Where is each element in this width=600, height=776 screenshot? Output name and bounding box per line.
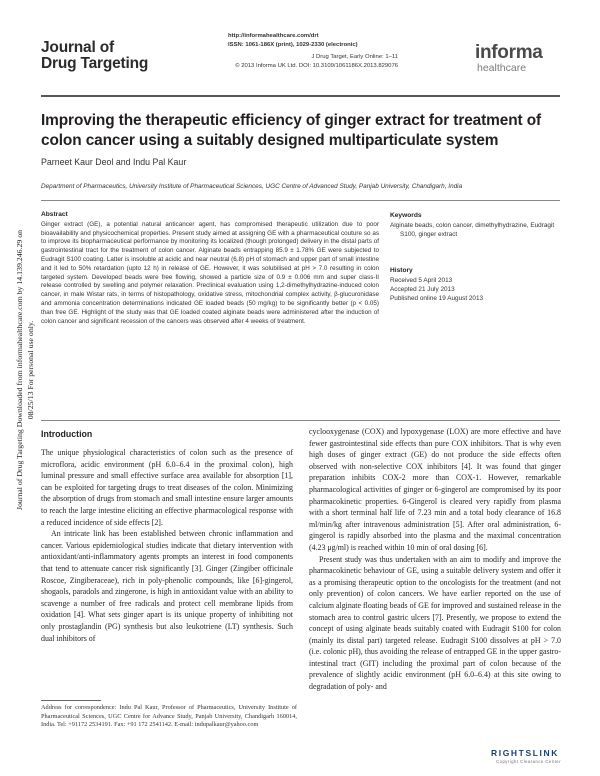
journal-title-line1: Journal of bbox=[41, 39, 114, 56]
article-affiliation: Department of Pharmaceutics, University Institute of Pharmaceutical Sciences, UGC Centre of Advanced Study, Panjab University, Chandigarh, India bbox=[41, 183, 463, 190]
header-rule bbox=[41, 95, 560, 97]
abstract-text: Ginger extract (GE), a potential natural anticancer agent, has compromised therapeutic utilization due to poor bioavailability and physicochemical properties. Present study aimed at assigning GE with a pharmaceutical couture so as to improve its biopharmaceutical performance by monitoring its localized (though prolonged) delivery in the distal parts of gastrointestinal tract for the treatment of colon cancer. Alginate beads entrapping 85.9 ± 1.78% GE were subjected to Eudragit S100 coating. Latter is insoluble at acidic and near neutral (6.8) pH of stomach and upper part of small intestine and it led to 50% retardation (upto 12 h) in release of GE. However, it was solubilised at pH > 7.0 resulting in colon targeted system. Developed beads were free flowing, showed a particle size of 0.9 ± 0.006 mm and super class-II release controlled by swelling and polymer relaxation. Preclinical evaluation using 1,2-dimethylhydrazine-induced colon cancer, in male Wistar rats, in terms of histopathology, oxidative stress, mitochondrial complex activity, β-glucuronidase and ammonia concentration determinations indicated GE loaded beads (50 mg/kg) to be significantly better (p < 0.05) than free GE. Highlight of the study was that GE loaded coated alginate beads were administered after the induction of colon cancer and significant recession of the cancers was observed after 4 weeks of treatment. bbox=[41, 220, 379, 325]
copyright-doi: © 2013 Informa UK Ltd. DOI: 10.3109/1061186X.2013.829076 bbox=[235, 63, 398, 69]
journal-issn: ISSN: 1061-186X (print), 1029-2330 (electronic) bbox=[228, 42, 358, 48]
history-accepted: Accepted 21 July 2013 bbox=[390, 286, 455, 293]
journal-title-line2: Drug Targeting bbox=[41, 55, 149, 72]
download-side-note: Journal of Drug Targeting Downloaded from informahealthcare.com by 14.139.246.29 on 08/25/13 For personal use only. bbox=[15, 230, 35, 511]
header-meta bbox=[228, 32, 398, 71]
history-section bbox=[390, 266, 560, 303]
journal-url[interactable]: http://informahealthcare.com/drt bbox=[228, 33, 319, 39]
abstract-rule bbox=[41, 420, 560, 421]
introduction-heading: Introduction bbox=[41, 429, 93, 439]
keywords-text: Alginate beads, colon cancer, dimethylhydrazine, Eudragit S100, ginger extract bbox=[390, 222, 555, 238]
keywords-section bbox=[390, 211, 560, 239]
rightslink-tagline: Copyright Clearance Center bbox=[496, 759, 561, 764]
intro-paragraph-3: cyclooxygenase (COX) and lypoxygenase (LOX) are more effective and have fewer gastrointestinal side effects than pure COX inhibitors. That is why even high doses of ginger extract (GE) do not produce the side effects often observed with non-selective COX inhibitors [4]. It was found that ginger preparation inhibits COX-2 more than COX-1. However, remarkable pharmacological activities of ginger or 6-gingerol are compromised by its poor pharmacokinetic properties. 6-Gingerol is cleared very rapidly from plasma with a short terminal half life of 7.23 min and a total body clearance of 16.8 ml/min/kg after intravenous administration [5]. After oral administration, 6-gingerol is rapidly absorbed into the plasma and the maximal concentration (4.23 μg/ml) is reached within 10 min of oral dosing [6]. bbox=[309, 427, 561, 552]
history-heading: History bbox=[390, 267, 413, 274]
publisher-logo bbox=[475, 43, 543, 74]
intro-paragraph-4: Present study was thus undertaken with an aim to modify and improve the pharmacokinetic behaviour of GE, using a suitable delivery system and offer it as a promising therapeutic option to the oncologists for the treatment (and not only prevention) of colon cancers. We have earlier reported on the use of calcium alginate floating beads of GE for improved and sustained release in the stomach area to control gastric ulcers [7]. Presently, we propose to extend the concept of using alginate beads suitably coated with Eudragit S100 for colon (mainly its distal part) targeted release. Eudragit S100 dissolves at pH > 7.0 (i.e. colonic pH), thus avoiding the release of entrapped GE in the upper gastro-intestinal tract (GIT) including the proximal part of colon because of the prevalence of slightly acidic environment (pH 6.0–6.4) at this site owing to degradation of poly- and bbox=[309, 554, 561, 692]
body-column-right bbox=[309, 426, 561, 693]
rightslink-name: RIGHTSLINK bbox=[491, 748, 559, 758]
article-authors: Parneet Kaur Deol and Indu Pal Kaur bbox=[41, 157, 187, 167]
history-received: Received 5 April 2013 bbox=[390, 277, 453, 284]
keywords-heading: Keywords bbox=[390, 212, 422, 219]
correspondence-footnote: Address for correspondence: Indu Pal Kaur, Professor of Pharmaceutics, University Institute of Pharmaceutical Sciences, UGC Centre for Advance Study, Panjab University, Chandigarh 160014, India. Tel: +91172 2534191. Fax: +91 172 2541142. E-mail: indupalkaur@yahoo.com bbox=[41, 704, 297, 728]
journal-title bbox=[41, 40, 148, 72]
rightslink-logo[interactable] bbox=[491, 748, 561, 764]
article-title: Improving the therapeutic efficiency of ginger extract for treatment of colon cancer using a suitably designed multiparticulate system bbox=[41, 112, 542, 149]
history-published: Published online 19 August 2013 bbox=[390, 295, 484, 302]
affiliation-rule bbox=[41, 200, 560, 201]
intro-paragraph-2: An intricate link has been established between chronic inflammation and cancer. Various epidemiological studies indicate that dietary intervention with antioxidant/anti-inflammatory agents prompts an interest in food components that tend to attenuate cancer risk significantly [3]. Ginger (Zingiber officinale Roscoe, Zingiberaceae), rich in poly-phenolic compounds, like [6]-gingerol, shogaols, paradols and zingerone, is high in antioxidant value with an ability to scavenge a number of free radicals and protect cell membrane lipids from oxidation [4]. What sets ginger apart is its unique property of inhibiting not only prostaglandin (PG) synthesis but also leukotriene (LT) synthesis. Such dual inhibitors of bbox=[41, 529, 293, 643]
footnote-rule bbox=[41, 700, 101, 701]
body-column-left bbox=[41, 429, 293, 644]
intro-paragraph-1: The unique physiological characteristics of colon such as the presence of microflora, acidic environment (pH 6.0–6.4 in the proximal colon), high luminal pressure and small effective surface area available for absorption [1], can be exploited for targeting drugs to treat diseases of the colon. Minimizing the absorption of drugs from stomach and small intestine ensure larger amounts to reach the large intestine eliciting an effective pharmacological response with a reduced incidence of side effects [2]. bbox=[41, 448, 293, 527]
citation: J Drug Target, Early Online: 1–11 bbox=[311, 54, 398, 60]
abstract-section bbox=[41, 211, 379, 326]
publisher-sub: healthcare bbox=[477, 62, 527, 74]
abstract-heading: Abstract bbox=[41, 211, 68, 218]
publisher-name: informa bbox=[475, 42, 543, 63]
